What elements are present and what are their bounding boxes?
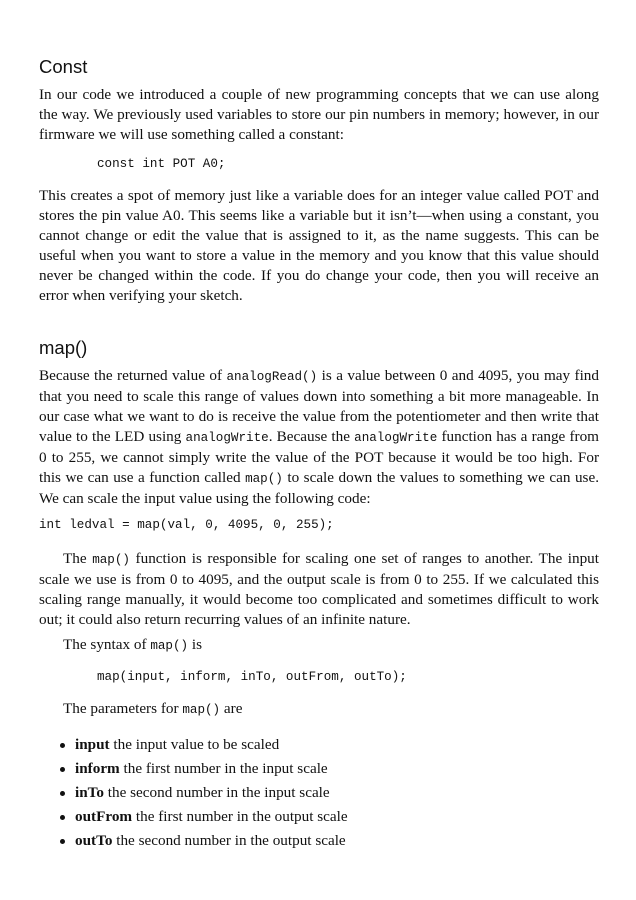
text-span: The parameters for [63,700,183,717]
text-span: to scale down the values to something we can use. We can scale the input value using the following code: [39,469,600,507]
list-item [39,806,599,830]
const-heading: Const [39,56,88,77]
text-span: is [188,636,203,653]
text-span: The [63,550,93,567]
map-explanation-paragraph [39,549,599,630]
inline-code: analogRead() [226,370,318,384]
inline-code: map() [182,703,221,717]
text-span: Because the returned value of [39,367,227,384]
text-span: The syntax of [63,636,151,653]
list-item [39,758,599,782]
list-item [39,782,599,806]
param-desc: the first number in the input scale [119,760,328,777]
param-term: input [75,736,110,753]
param-desc: the second number in the input scale [104,784,330,801]
map-code-example: int ledval = map(val, 0, 4095, 0, 255); [39,518,334,532]
inline-code: map() [245,472,283,486]
text-span: are [220,700,243,717]
inline-code: analogWrite [185,431,269,445]
list-item [39,830,599,854]
param-term: inform [75,760,120,777]
map-syntax-code: map(input, inform, inTo, outFrom, outTo); [97,670,407,684]
param-term: inTo [75,784,104,801]
syntax-label [63,635,202,656]
inline-code: map() [150,639,189,653]
inline-code: map() [92,553,130,567]
param-desc: the input value to be scaled [109,736,280,753]
param-desc: the second number in the output scale [112,832,346,849]
text-span: function has a range from 0 to 255, we cannot simply write the value of the POT because it would be too high. For this we can use a function called [39,428,599,486]
inline-code: analogWrite [354,431,438,445]
text-span: . Because the [268,428,355,445]
text-span: function is responsible for scaling one set of ranges to another. The input scale we use is from 0 to 4095, and the output scale is from 0 to 255. If we calculated this scaling range manually, it would become too complicated and sometimes difficult to work out; it could also return recurring values of an infinite nature. [39,550,599,628]
param-term: outFrom [75,808,133,825]
param-term: outTo [75,832,113,849]
map-intro-paragraph [39,366,599,509]
const-code-snippet: const int POT A0; [97,157,226,171]
parameters-list [39,734,599,854]
text-span: is a value between 0 and 4095, you may find that you need to scale this range of values down into something a bit more manageable. In our case what we want to do is receive the value from the potentiometer and then write that value to the LED using [39,367,599,445]
const-intro-paragraph: In our code we introduced a couple of new programming concepts that we can use along the way. We previously used variables to store our pin numbers in memory; however, in our firmware we will use something called a constant: [39,86,599,143]
const-body-paragraph: This creates a spot of memory just like a variable does for an integer value called POT and stores the pin value A0. This seems like a variable but it isn’t—when using a constant, you cannot change or edit the value that is assigned to it, as the name suggests. This can be useful when you want to store a value in the memory and you know that this value should never be changed within the code. If you do change your code, then you will receive an error when verifying your sketch. [39,187,599,304]
list-item [39,734,599,758]
map-heading: map() [39,337,88,358]
parameters-label [63,699,242,720]
param-desc: the first number in the output scale [132,808,348,825]
